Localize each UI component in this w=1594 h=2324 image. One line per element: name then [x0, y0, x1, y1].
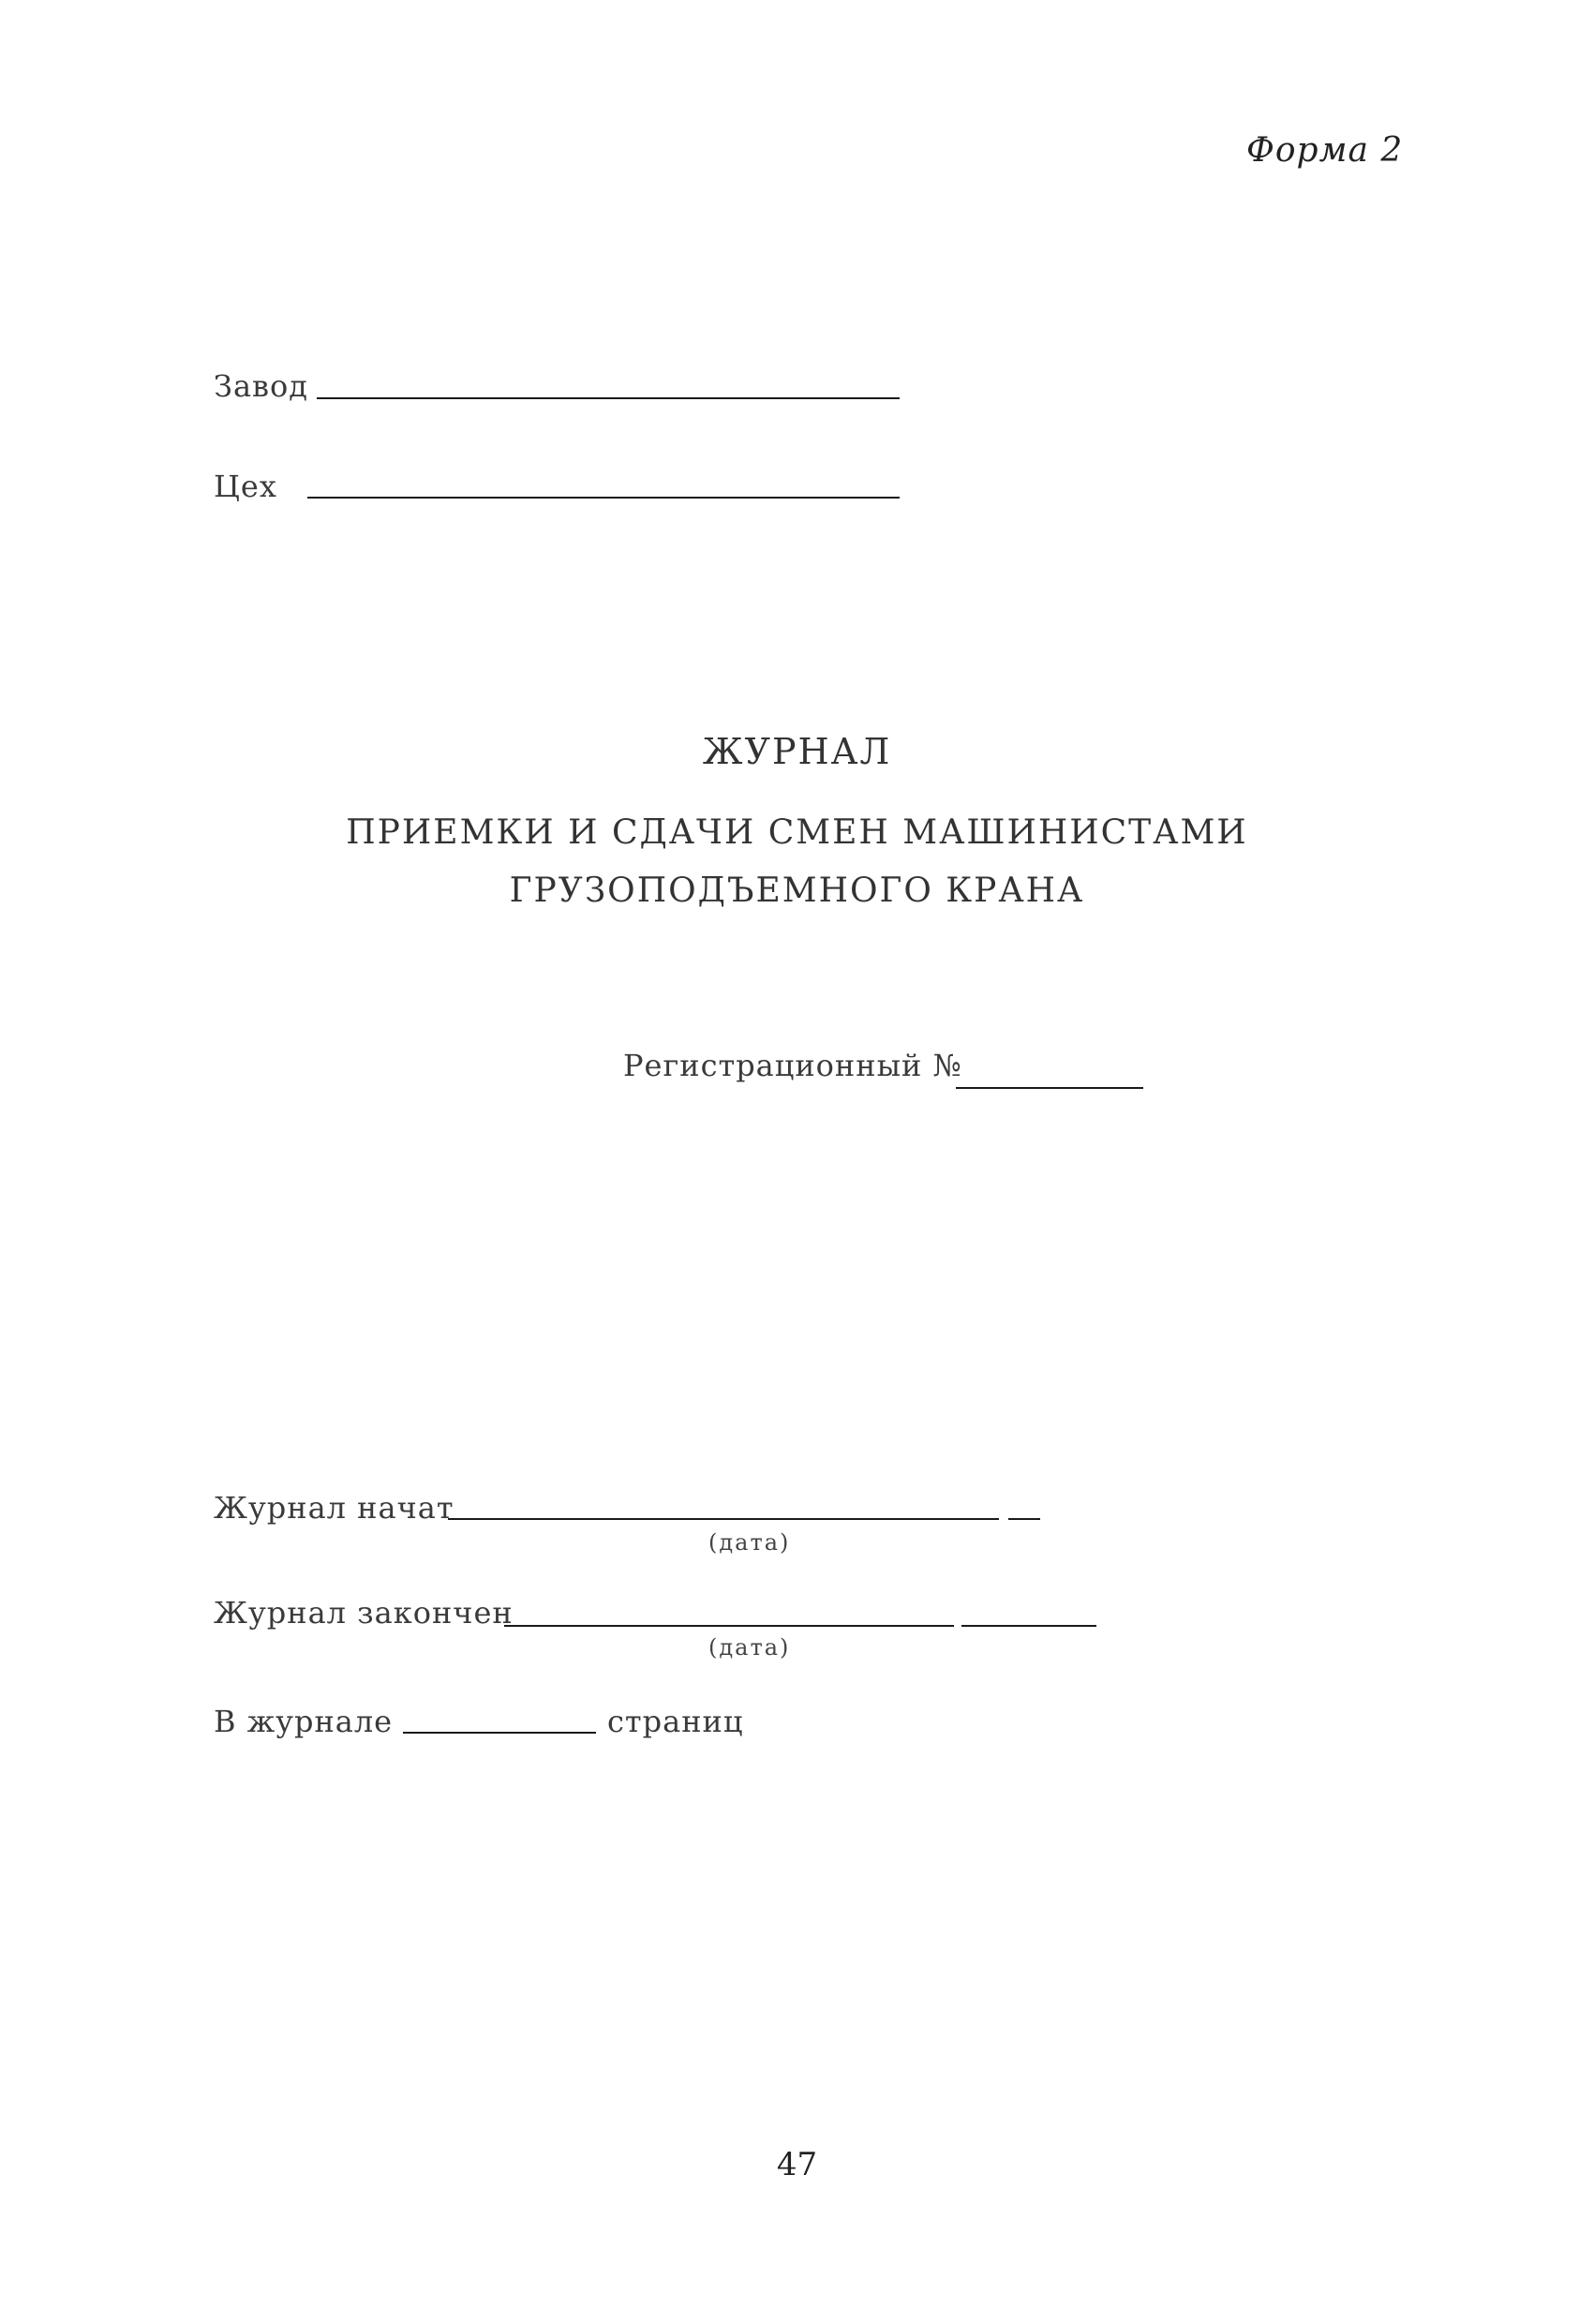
shop-label: Цех	[214, 469, 277, 504]
journal-finished-label: Журнал закончен	[214, 1595, 514, 1631]
page-number: 47	[776, 2146, 818, 2183]
plant-field[interactable]	[317, 397, 900, 399]
journal-finished-caption: (дата)	[708, 1634, 791, 1661]
registration-label: Регистрационный №	[623, 1048, 962, 1083]
journal-title: ЖУРНАЛ	[702, 731, 892, 772]
form-label: Форма 2	[1246, 131, 1404, 170]
journal-finished-date-field[interactable]	[504, 1625, 954, 1627]
registration-number-field[interactable]	[956, 1087, 1143, 1089]
journal-started-date-field-tail	[1008, 1518, 1040, 1520]
pages-count-field[interactable]	[403, 1732, 596, 1734]
plant-label: Завод	[214, 368, 308, 404]
pages-suffix-label: страниц	[607, 1704, 744, 1739]
journal-subtitle-line2: ГРУЗОПОДЪЕМНОГО КРАНА	[509, 872, 1085, 910]
journal-started-label: Журнал начат	[214, 1490, 454, 1526]
shop-field[interactable]	[307, 497, 900, 499]
journal-started-caption: (дата)	[708, 1529, 791, 1556]
journal-finished-date-field-tail	[961, 1625, 1096, 1627]
journal-subtitle-line1: ПРИЕМКИ И СДАЧИ СМЕН МАШИНИСТАМИ	[346, 813, 1248, 852]
pages-prefix-label: В журнале	[214, 1704, 394, 1739]
journal-started-date-field[interactable]	[448, 1518, 999, 1520]
